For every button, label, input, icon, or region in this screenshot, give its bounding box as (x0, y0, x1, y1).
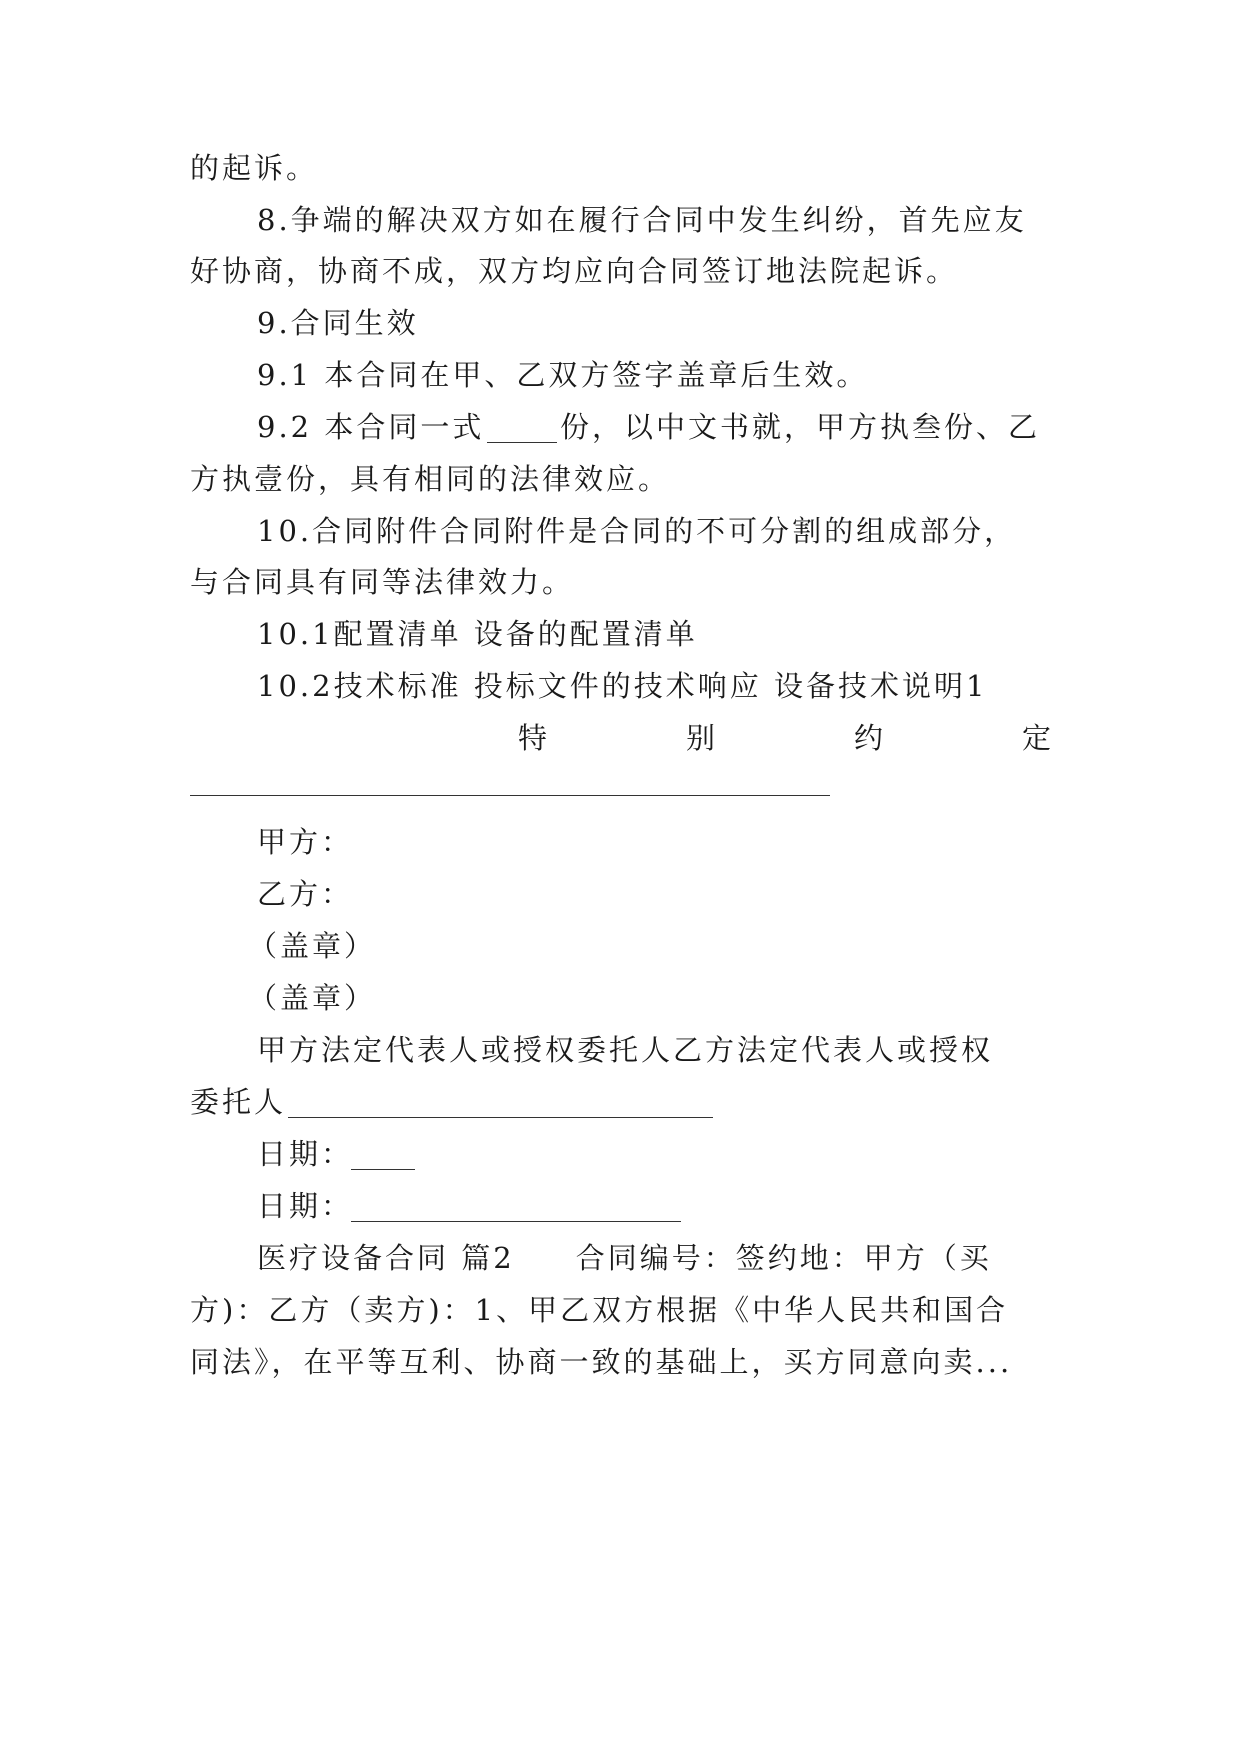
date-label: 日期： (257, 1137, 354, 1171)
seal-label: （盖章） (248, 981, 377, 1015)
paragraph-line: 方执壹份，具有相同的法律效应。 (190, 462, 671, 496)
special-char: 定 (1022, 721, 1052, 755)
clause-9-2-part2: 份，以中文书就，甲方执叁份、乙 (560, 410, 1041, 444)
representative-line-cont: 委托人 (190, 1085, 287, 1119)
special-char: 约 (854, 721, 884, 755)
date-blank-line (351, 1221, 681, 1222)
clause-10-heading: 10.合同附件合同附件是合同的不可分割的组成部分， (257, 514, 1017, 548)
copies-blank-line (487, 442, 557, 443)
party-b-label: 乙方： (257, 877, 354, 911)
clause-9-1: 9.1 本合同在甲、乙双方签字盖章后生效。 (257, 358, 869, 392)
paragraph-line: 方)：乙方（卖方)：1、甲乙双方根据《中华人民共和国合 (190, 1293, 1009, 1327)
clause-9-heading: 9.合同生效 (257, 306, 419, 340)
paragraph-line: 与合同具有同等法律效力。 (190, 565, 575, 599)
clause-9-2-part1: 9.2 本合同一式 (257, 410, 485, 444)
contract-2-heading: 医疗设备合同 篇2 合同编号：签约地：甲方（买 (257, 1241, 992, 1275)
clause-10-2: 10.2技术标准 投标文件的技术响应 设备技术说明1 (257, 669, 988, 703)
clause-10-1: 10.1配置清单 设备的配置清单 (257, 617, 698, 651)
special-char: 特 (518, 721, 548, 755)
representative-blank-line (288, 1117, 713, 1118)
special-agreement-blank-line (190, 795, 830, 796)
representative-line: 甲方法定代表人或授权委托人乙方法定代表人或授权 (257, 1033, 994, 1067)
special-char: 别 (686, 721, 716, 755)
clause-8-heading: 8.争端的解决双方如在履行合同中发生纠纷，首先应友 (257, 203, 1027, 237)
paragraph-line: 好协商，协商不成，双方均应向合同签订地法院起诉。 (190, 254, 959, 288)
date-label: 日期： (257, 1189, 354, 1223)
date-blank-line (351, 1169, 415, 1170)
special-agreement-heading (190, 718, 1060, 758)
party-a-label: 甲方： (257, 825, 354, 859)
paragraph-line: 的起诉。 (190, 151, 319, 185)
paragraph-line: 同法》，在平等互利、协商一致的基础上，买方同意向卖... (190, 1345, 1013, 1379)
seal-label: （盖章） (248, 929, 377, 963)
